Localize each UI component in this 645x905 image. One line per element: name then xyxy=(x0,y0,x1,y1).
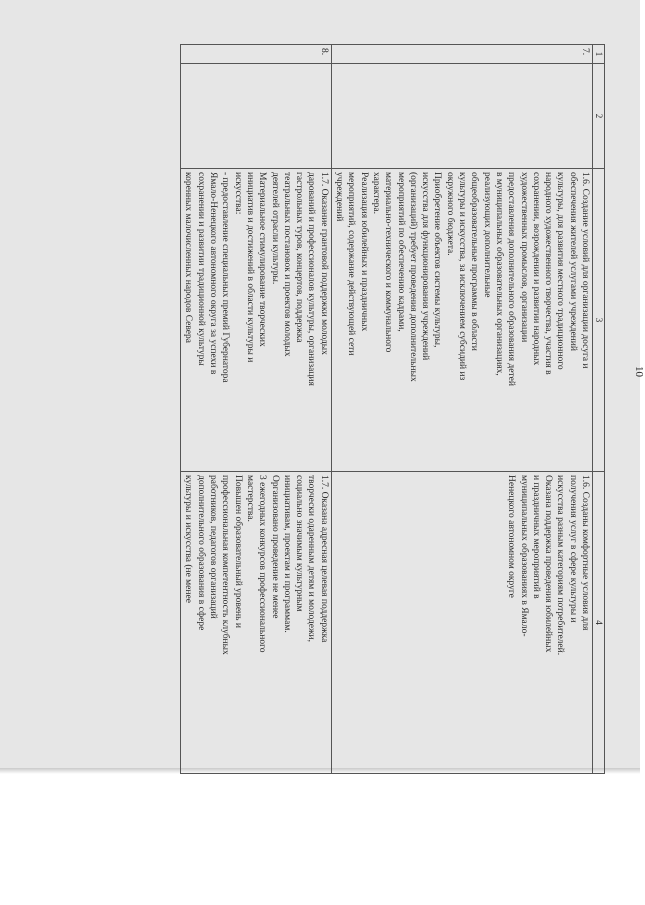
measures-table xyxy=(180,44,605,774)
row-number: 8. xyxy=(181,45,332,64)
row-description xyxy=(181,169,332,472)
text-line: культуры и искусства, за исключением субсидий из xyxy=(457,172,468,381)
text-line: в муниципальных образовательных организациях, xyxy=(493,172,504,376)
text-line: работников, педагогов организаций xyxy=(208,475,219,619)
text-line: искусства разным категориям потребителей. xyxy=(555,475,566,656)
text-line: 3 ежегодных конкурсов профессионального xyxy=(257,475,268,653)
header-cell-4: 4 xyxy=(593,472,605,774)
text-line: 1.6. Создание условий для организации досуга и xyxy=(580,172,590,369)
row-number: 7. xyxy=(331,45,592,64)
header-cell-3: 3 xyxy=(593,169,605,472)
text-line: профессиональная компетентность клубных xyxy=(220,475,231,655)
text-line: 1.7. Оказание грантовой поддержки молодых xyxy=(318,172,329,355)
header-cell-1: 1 xyxy=(593,45,605,64)
text-line: коренных малочисленных народов Севера xyxy=(183,172,194,343)
text-line: инициатив и достижений в области культуры и xyxy=(244,172,255,363)
text-line: 1.7. Оказана адресная целевая поддержка xyxy=(318,475,329,643)
row-result xyxy=(181,472,332,774)
text-line: характера. xyxy=(370,172,381,215)
text-line: - предоставление специальных премий Губернатора xyxy=(220,172,231,383)
header-cell-2: 2 xyxy=(593,64,605,169)
row-result xyxy=(331,472,592,774)
text-line: Оказана поддержка проведения юбилейных xyxy=(543,475,554,653)
text-line: творчески одаренным детям и молодежи, xyxy=(306,475,317,643)
text-line: Реализация юбилейных и праздничных xyxy=(358,172,369,332)
text-line: Приобретение объектов системы культуры, xyxy=(432,172,443,348)
text-line: сохранении и развитии традиционной культуры xyxy=(195,172,206,366)
text-line: и праздничных мероприятий в xyxy=(530,475,541,599)
text-line: гастрольных туров, концертов, поддержка xyxy=(294,172,305,343)
text-line: искусства для функционирования учреждений xyxy=(420,172,431,361)
text-line: культуры, для развития местного традиционного xyxy=(555,172,566,370)
text-line: мероприятий, содержание действующей сети xyxy=(346,172,357,356)
page-number: 10 xyxy=(633,366,645,377)
text-line: художественных промыслов, организации xyxy=(518,172,529,343)
text-line: мастерства. xyxy=(244,475,255,522)
text-line: Ненецкого автономном округе xyxy=(506,475,517,598)
row-description xyxy=(331,169,592,472)
text-line: реализующих дополнительные xyxy=(481,172,492,298)
text-line: получения услуг в сфере культуры и xyxy=(567,475,578,623)
text-line: мероприятий по обеспечению кадрами, xyxy=(395,172,406,332)
table-row xyxy=(181,45,332,774)
text-line: окружного бюджета. xyxy=(444,172,455,256)
text-line: Повышен образовательный уровень и xyxy=(232,475,243,628)
row-col2 xyxy=(331,64,592,169)
text-line: Материальное стимулирование творческих xyxy=(257,172,268,347)
text-line: театральных постановок и проектов молодых xyxy=(281,172,292,357)
text-line: Организовано проведение не менее xyxy=(269,475,280,619)
text-line: дарований и профессионалов культуры, организация xyxy=(306,172,317,386)
text-line: инициативам, проектам и программам. xyxy=(281,475,292,633)
text-line: деятелей отрасли культуры. xyxy=(269,172,280,285)
text-line: социально значимым культурным xyxy=(294,475,305,612)
text-line: (организаций) требует проведения дополнительных xyxy=(407,172,418,382)
text-line: сохранении, возрождении и развитии народных xyxy=(530,172,541,366)
rotated-document xyxy=(85,44,645,769)
row-col2 xyxy=(181,64,332,169)
text-line: муниципальных образованиях в Ямало- xyxy=(518,475,529,637)
text-line: предоставления дополнительного образования детей xyxy=(506,172,517,386)
text-line: дополнительного образования в сфере xyxy=(195,475,206,631)
text-line: народного художественного творчества, участия в xyxy=(543,172,554,375)
text-line: учреждений xyxy=(334,172,345,222)
text-line: 1.6. Созданы комфортные условия для xyxy=(580,475,590,631)
text-line: искусства: xyxy=(232,172,243,215)
text-line: Ямало-Ненецкого автономного округа за успехи в xyxy=(208,172,219,375)
text-line: общеобразовательные программы в области xyxy=(469,172,480,351)
text-line: культуры и искусства (не менее xyxy=(183,475,194,603)
table-row xyxy=(331,45,592,774)
text-line: материально-технического и коммунального xyxy=(383,172,394,353)
text-line: обеспечения жителей услугами учреждений xyxy=(567,172,578,351)
table-header-row xyxy=(593,45,605,774)
